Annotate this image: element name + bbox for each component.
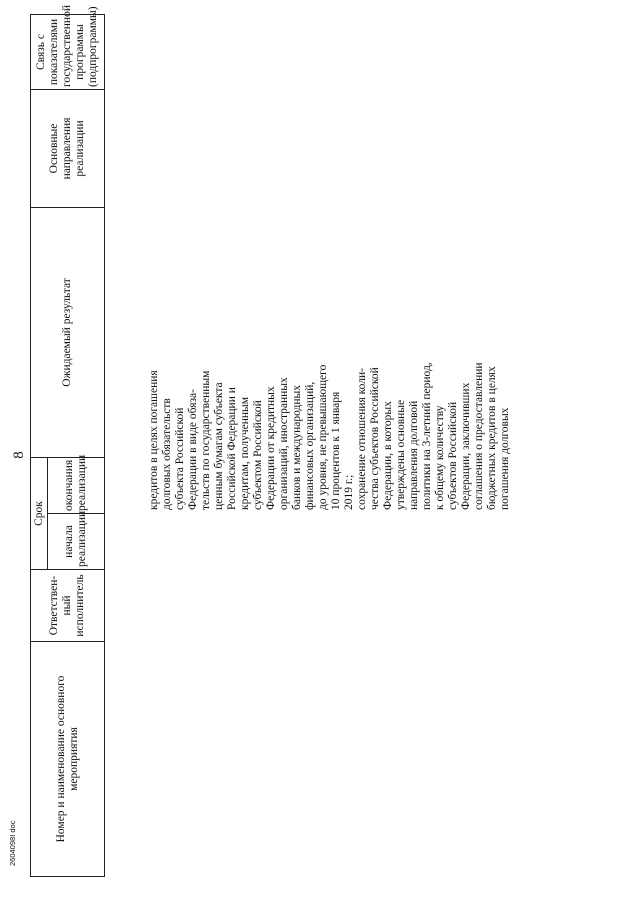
result-line: к общему количеству — [434, 405, 446, 510]
result-line: 2019 г.; — [343, 474, 355, 510]
result-line: субъектом Российской — [252, 400, 264, 510]
header-start: начала реализации — [48, 514, 105, 570]
result-line: соглашения о предоставлении — [473, 362, 485, 510]
document-id: 2604098I doc — [8, 820, 17, 866]
result-line: банков и международных — [291, 384, 303, 510]
result-line: Федерации от кредитных — [265, 386, 277, 510]
result-line: финансовых организаций, — [304, 381, 316, 510]
table-header — [30, 5, 105, 877]
result-line: долговых обязательств — [161, 398, 173, 510]
result-line: организаций, иностранных — [278, 377, 290, 510]
result-line: 10 процентов к 1 января — [330, 391, 342, 510]
result-line: чества субъектов Российской — [369, 367, 381, 510]
result-line: сохранение отношения коли- — [356, 367, 368, 510]
result-line: Федерации, в которых — [382, 401, 394, 510]
result-line: направления долговой — [408, 400, 420, 510]
result-line: кредитов в целях погашения — [148, 370, 160, 510]
expected-result-text — [148, 260, 512, 510]
result-line: политики на 3-летний период, — [421, 362, 433, 510]
page-number: 8 — [11, 451, 27, 459]
result-line: Российской Федерации и — [226, 387, 238, 510]
rotated-page — [8, 5, 632, 895]
result-line: бюджетных кредитов в целях — [486, 366, 498, 510]
header-expected-result: Ожидаемый результат — [31, 207, 105, 457]
result-line: до уровня, не превышающего — [317, 364, 329, 510]
header-term: Срок — [31, 457, 48, 569]
header-responsible: Ответствен-ный исполнитель — [31, 570, 105, 642]
result-line: кредитам, полученным — [239, 396, 251, 510]
result-line: тельств по государственным — [200, 370, 212, 510]
header-main-event: Номер и наименование основного мероприятия — [31, 642, 105, 877]
header-directions: Основные направления реализации — [31, 89, 105, 207]
result-line: утверждены основные — [395, 399, 407, 510]
result-line: ценным бумагам субъекта — [213, 382, 225, 510]
result-line: погашения долговых — [499, 407, 511, 510]
result-line: субъектов Российской — [447, 401, 459, 510]
result-line: субъекта Российской — [174, 407, 186, 510]
header-link: Связь с показателями государственной программы (подпрограммы) — [31, 14, 105, 89]
result-line: Федерации в виде обяза- — [187, 389, 199, 510]
result-line: Федерации, заключивших — [460, 382, 472, 510]
header-end: окончания реализации — [48, 457, 105, 513]
